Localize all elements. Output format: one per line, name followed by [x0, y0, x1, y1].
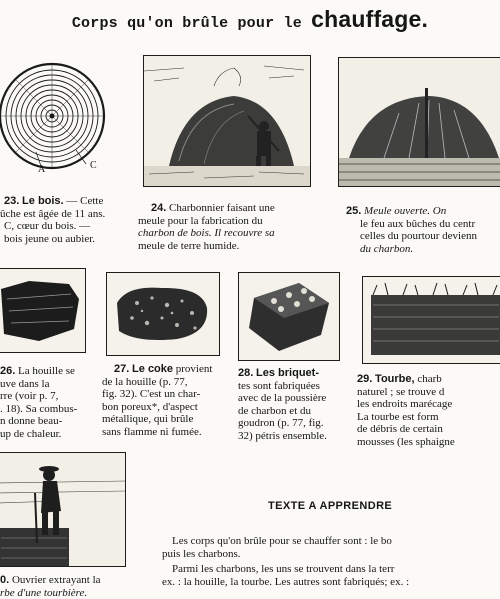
caption-number: 0. — [0, 574, 9, 586]
caption-line: le feu aux bûches du centr — [360, 218, 500, 231]
figure-30-peat-digger — [0, 452, 126, 567]
caption-line: fig. 32). C'est un char- — [102, 388, 234, 401]
caption-line: 32) pétris ensemble. — [238, 430, 348, 443]
figure-23-label-a: A — [38, 164, 45, 177]
figure-29-caption — [357, 373, 500, 448]
caption-number: 27. — [114, 363, 129, 375]
figure-28-briquette — [238, 272, 340, 361]
caption-line: La houille se — [18, 365, 75, 377]
caption-line: avec de la poussière — [238, 392, 348, 405]
charcoal-burner-mound-icon — [144, 56, 310, 186]
caption-line: de charbon et du — [238, 405, 348, 418]
coke-lump-icon — [107, 273, 219, 355]
figure-27-caption — [114, 363, 234, 438]
figure-25-open-mound — [338, 57, 500, 187]
figure-26-coal — [0, 268, 86, 353]
figure-24-caption — [151, 202, 321, 252]
caption-line: de la houille (p. 77, — [102, 376, 234, 389]
caption-line: celles du pourtour devienn — [360, 230, 500, 243]
caption-line: C, cœur du bois. — — [4, 220, 124, 233]
paragraph-line: Les corps qu'on brûle pour se chauffer sont : le bo — [172, 535, 500, 548]
coal-lump-icon — [0, 269, 85, 352]
page-title-prefix: Corps qu'on brûle pour le — [72, 15, 302, 32]
figure-27-coke — [106, 272, 220, 356]
caption-line: Meule ouverte. On — [364, 205, 446, 217]
caption-line: meule pour la fabrication du — [138, 215, 321, 228]
caption-bold: Tourbe, — [375, 373, 415, 385]
figure-28-caption — [238, 367, 348, 442]
page-title-emphasis: chauffage. — [311, 6, 428, 32]
caption-bold: Les briquet- — [256, 367, 319, 379]
paragraph-line: Parmi les charbons, les uns se trouvent dans la terr — [172, 563, 500, 576]
caption-line: tes sont fabriquées — [238, 380, 348, 393]
caption-line: naturel ; se trouve d — [357, 386, 500, 399]
caption-number: 25. — [346, 205, 361, 217]
section-heading: TEXTE A APPRENDRE — [268, 500, 392, 512]
caption-line: Charbonnier faisant une — [169, 202, 275, 214]
peat-digger-icon — [0, 453, 125, 566]
figure-25-caption — [346, 205, 500, 255]
caption-bold: Le coke — [132, 363, 173, 375]
caption-bold: Le bois. — [22, 195, 64, 207]
log-cross-section-icon — [0, 56, 114, 176]
caption-line: goudron (p. 77, fig. — [238, 417, 348, 430]
caption-line: mousses (les sphaigne — [357, 436, 500, 449]
caption-number: 28. — [238, 367, 253, 379]
caption-line: Ouvrier extrayant la — [12, 574, 101, 586]
caption-line: up de chaleur. — [0, 428, 100, 441]
caption-line: — Cette — [66, 195, 103, 207]
caption-line: . 18). Sa combus- — [0, 403, 100, 416]
figure-30-caption — [0, 574, 140, 599]
caption-line: métallique, qui brûle — [102, 413, 234, 426]
caption-line: bois jeune ou aubier. — [4, 233, 124, 246]
briquette-icon — [239, 273, 339, 360]
figure-23-caption — [4, 195, 124, 245]
figure-26-caption — [0, 365, 100, 440]
caption-line: rbe d'une tourbière. — [0, 587, 140, 599]
caption-line: provient — [176, 363, 213, 375]
caption-line: n donne beau- — [0, 415, 100, 428]
figure-23-label-c: C — [90, 160, 97, 173]
paragraph-line: puis les charbons. — [162, 548, 500, 561]
caption-line: bon poreux*, d'aspect — [102, 401, 234, 414]
figure-23-log-cross-section — [0, 56, 114, 176]
caption-number: 24. — [151, 202, 166, 214]
caption-line: du charbon. — [360, 243, 500, 256]
caption-line: rre (voir p. 7, — [0, 390, 100, 403]
open-charcoal-mound-icon — [339, 58, 500, 186]
figure-24-charcoal-burner — [143, 55, 311, 187]
caption-number: 29. — [357, 373, 372, 385]
caption-number: 23. — [4, 195, 19, 207]
caption-line: meule de terre humide. — [138, 240, 321, 253]
caption-line: charb — [417, 373, 441, 385]
caption-line: de débris de certain — [357, 423, 500, 436]
paragraph-line: ex. : la houille, la tourbe. Les autres sont fabriqués; ex. : — [162, 576, 500, 589]
peat-block-icon — [363, 277, 500, 363]
caption-line: uve dans la — [0, 378, 100, 391]
caption-line: La tourbe est form — [357, 411, 500, 424]
page-title — [0, 6, 500, 33]
caption-line: sans flamme ni fumée. — [102, 426, 234, 439]
caption-line: les endroits marécage — [357, 398, 500, 411]
caption-line: ûche est âgée de 11 ans. — [0, 208, 124, 221]
figure-29-peat — [362, 276, 500, 364]
caption-number: 26. — [0, 365, 15, 377]
caption-line: charbon de bois. Il recouvre sa — [138, 227, 321, 240]
